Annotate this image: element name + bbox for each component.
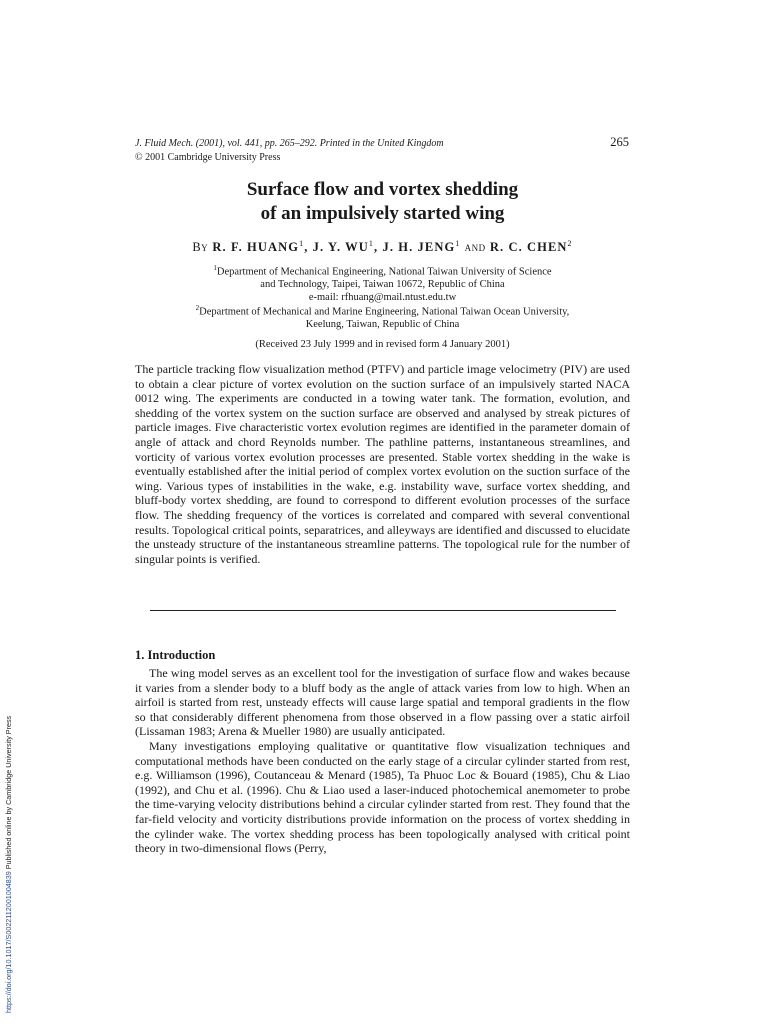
doi-sidebar xyxy=(4,716,13,1013)
by-label: By xyxy=(192,240,209,255)
introduction-body xyxy=(135,666,630,856)
doi-link[interactable]: https://doi.org/10.1017/S0022112001004839 xyxy=(4,871,13,1013)
affiliation-1 xyxy=(135,262,630,304)
author-list: By R. F. HUANG$^1$, J. Y. $WU^1$, J. H. JENG$^1$ and R. C. CHEN$^2$ xyxy=(192,239,573,255)
affiliation-2-marker: 2 xyxy=(195,304,200,312)
affiliation-1-email: e-mail: rfhuang@mail.ntust.edu.tw xyxy=(308,291,457,303)
affiliation-2-line-2: Keelung, Taiwan, Republic of China xyxy=(305,319,460,330)
affiliation-1-line-2: and Technology, Taipei, Taiwan 10672, Republic of China xyxy=(260,279,505,290)
author-1-affil: 1 xyxy=(299,239,305,248)
published-online-note: Published online by Cambridge University Press xyxy=(4,715,13,872)
received-dates: (Received 23 July 1999 and in revised form 4 January 2001) xyxy=(255,339,510,350)
author-4: R. C. CHEN xyxy=(489,240,568,255)
author-2-affil: 1 xyxy=(368,239,375,248)
paragraph-1: The wing model serves as an excellent tool for the investigation of surface flow and wakes because it varies from a slender body to a bluff body as the angle of attack varies from low to high. When an airfoil is started from rest, unsteady effects will cause large spatial and temporal gradients in the flow so that considerably different phenomena from those observed in a flow passing over a static airfoil (Lissaman 1983; Arena & Mueller 1980) are usually anticipated. xyxy=(135,666,630,739)
copyright-line: © 2001 Cambridge University Press xyxy=(135,152,281,163)
title-line-1: Surface flow and vortex shedding xyxy=(246,179,519,200)
paper-title xyxy=(135,178,630,226)
title-line-2: of an impulsively started wing xyxy=(260,203,505,224)
author-4-affil: 2 xyxy=(567,239,573,248)
author-2: J. Y. WU xyxy=(312,240,369,255)
affiliation-1-line-1: Department of Mechanical Engineering, National Taiwan University of Science xyxy=(216,266,552,278)
paragraph-2: Many investigations employing qualitative or quantitative flow visualization techniques and computational methods have been conducted on the early stage of a circular cylinder started from rest, e.g. Williamson (1996), Coutanceau & Menard (1985), Ta Phuoc Loc & Bouard (1985), Chu & Liao (1992), and Chu et al. (1996). Chu & Liao used a laser-induced photochemical anemometer to probe the time-varying velocity distributions behind a circular cylinder started from rest. They found that the far-field velocity and vorticity distributions provide information on the process of vortex shedding in the cylinder wake. The vortex shedding process has been topologically analysed with critical point theory in two-dimensional flows (Perry, xyxy=(135,738,630,856)
author-3: J. H. JENG xyxy=(382,240,456,255)
abstract-divider xyxy=(150,610,616,611)
running-header xyxy=(135,137,635,165)
affiliation-1-marker: 1 xyxy=(213,264,217,272)
author-3-affil: 1 xyxy=(455,239,461,248)
abstract: The particle tracking flow visualization method (PTFV) and particle image velocimetry (PIV) are used to obtain a clear picture of vortex evolution on the suction surface of an impulsively started NACA 0012 wing. The experiments are conducted in a towing water tank. The formation, evolution, and shedding of the vortex system on the suction surface are observed and analysed by streak pictures of particle images. Five characteristic vortex evolution regimes are identified in the parameter domain of angle of attack and chord Reynolds number. The pathline patterns, instantaneous streamlines, and vorticity of various vortex evolution processes are presented. Stable vortex shedding in the wake is eventually established after the initial period of complex vortex evolution on the suction surface of the wing. Various types of instabilities in the wake, e.g. instability wave, surface vortex shedding, and bluff-body vortex shedding, are found to correspond to different evolution processes of the surface flow. The shedding frequency of the vortices is correlated and compared with several conventional results. Topological critical points, separatrices, and alleyways are identified and discussed to elucidate the unsteady structure of the instantaneous streamline patterns. The topological rule for the number of singular points is verified. xyxy=(135,362,630,566)
affiliation-2 xyxy=(135,302,630,332)
and-label: and xyxy=(464,240,486,255)
page-number: 265 xyxy=(610,135,629,149)
author-1: R. F. HUANG xyxy=(212,240,300,255)
journal-citation: J. Fluid Mech. (2001), vol. 441, pp. 265–292. Printed in the United Kingdom xyxy=(135,138,444,149)
section-heading: 1. Introduction xyxy=(135,648,216,662)
affiliation-2-line-1: Department of Mechanical and Marine Engineering, National Taiwan Ocean University, xyxy=(199,306,570,318)
